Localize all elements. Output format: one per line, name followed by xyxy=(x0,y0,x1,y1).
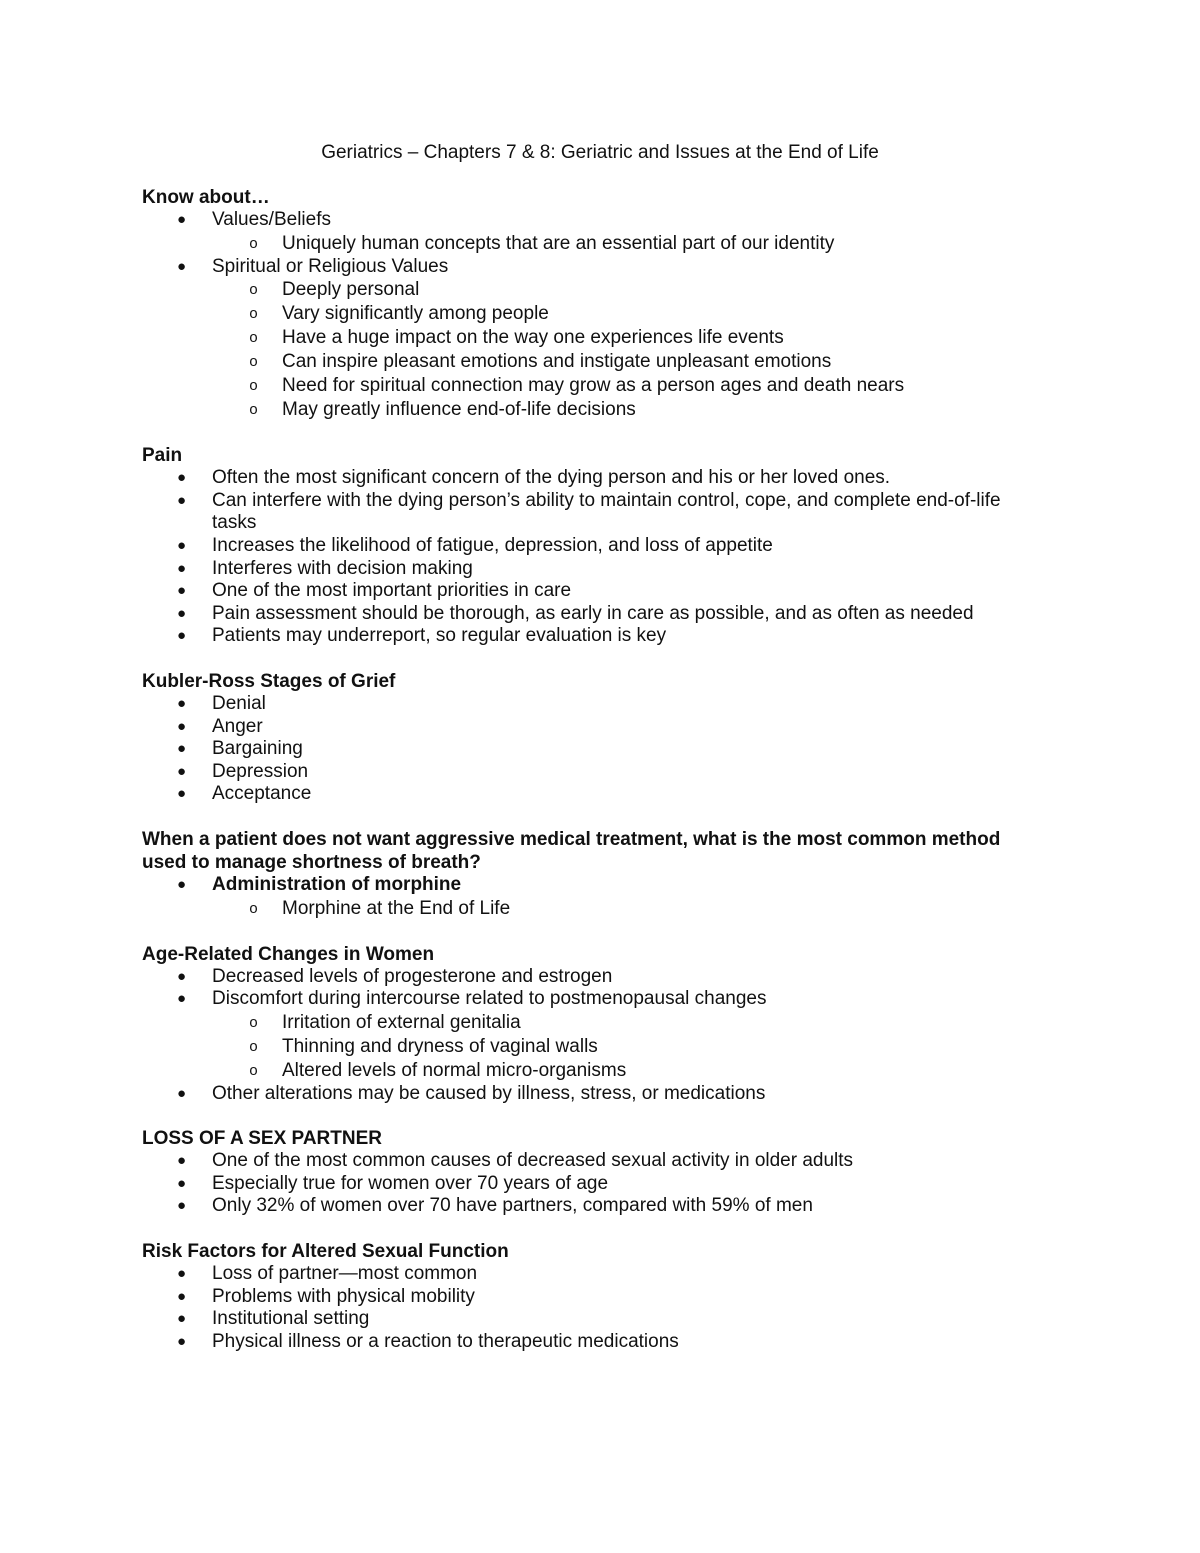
list-item-text: Acceptance xyxy=(212,783,312,805)
list-item-text: Problems with physical mobility xyxy=(212,1285,475,1307)
bullet-icon: ● xyxy=(177,1265,187,1283)
list-item-text: Only 32% of women over 70 have partners, compared with 59% of men xyxy=(212,1195,813,1217)
list-item xyxy=(142,1308,1042,1331)
bullet-icon: ● xyxy=(177,536,187,554)
list-item-text: Pain assessment should be thorough, as early in care as possible, and as often as needed xyxy=(212,602,974,624)
bullet-icon: ● xyxy=(177,604,187,622)
section-heading: LOSS OF A SEX PARTNER xyxy=(142,1128,382,1150)
hollow-bullet-icon: o xyxy=(249,1038,259,1056)
hollow-bullet-icon: o xyxy=(249,378,259,396)
bullet-list xyxy=(142,1150,1042,1218)
list-item-text: Values/Beliefs xyxy=(212,209,331,230)
bullet-icon: ● xyxy=(177,1332,187,1350)
bullet-icon: ● xyxy=(177,967,187,985)
bullet-list xyxy=(142,693,1042,806)
bullet-icon: ● xyxy=(177,785,187,803)
list-item-text: Administration of morphine xyxy=(212,873,462,895)
list-item xyxy=(142,1286,1042,1309)
bullet-icon: ● xyxy=(177,1174,187,1192)
sub-list-item xyxy=(212,1011,1042,1035)
bullet-list xyxy=(142,467,1042,648)
bullet-list xyxy=(142,209,1042,422)
hollow-bullet-icon: o xyxy=(249,235,259,253)
list-item-text: Anger xyxy=(212,715,263,737)
list-item-text: Increases the likelihood of fatigue, depression, and loss of appetite xyxy=(212,534,773,556)
list-item-text: Discomfort during intercourse related to postmenopausal changes xyxy=(212,988,767,1010)
sub-list-item-text: Thinning and dryness of vaginal walls xyxy=(282,1035,598,1057)
list-item xyxy=(142,1173,1042,1196)
list-item-text: One of the most common causes of decreased sexual activity in older adults xyxy=(212,1150,854,1172)
section-heading: Kubler-Ross Stages of Grief xyxy=(142,670,396,692)
list-item-text: Other alterations may be caused by illness, stress, or medications xyxy=(212,1082,766,1104)
section-heading: Age-Related Changes in Women xyxy=(142,943,435,965)
sub-list xyxy=(212,278,1042,422)
bullet-icon: ● xyxy=(177,762,187,780)
sub-list-item-text: Deeply personal xyxy=(282,279,420,301)
bullet-icon: ● xyxy=(177,211,187,228)
sub-list-item-text: Uniquely human concepts that are an essential part of our identity xyxy=(282,232,835,254)
section xyxy=(142,1127,1042,1218)
list-item xyxy=(142,738,1042,761)
hollow-bullet-icon: o xyxy=(249,900,259,918)
list-item-text: Can interfere with the dying person’s ability to maintain control, cope, and complete end-of-life tasks xyxy=(212,489,1001,534)
document-title: Geriatrics – Chapters 7 & 8: Geriatric and Issues at the End of Life xyxy=(321,142,879,163)
sub-list-item xyxy=(212,350,1042,374)
list-item xyxy=(142,490,1042,535)
sub-list xyxy=(212,1011,1042,1083)
list-item xyxy=(142,1331,1042,1354)
list-item xyxy=(142,558,1042,581)
bullet-icon: ● xyxy=(177,627,187,645)
hollow-bullet-icon: o xyxy=(249,402,259,420)
bullet-icon: ● xyxy=(177,1197,187,1215)
list-item xyxy=(142,693,1042,716)
sub-list-item xyxy=(212,1035,1042,1059)
list-item xyxy=(142,1263,1042,1286)
bullet-icon: ● xyxy=(177,582,187,600)
bullet-icon: ● xyxy=(177,1084,187,1102)
list-item-text: Decreased levels of progesterone and estrogen xyxy=(212,965,613,987)
sub-list-item xyxy=(212,232,1042,256)
sub-list-item-text: Altered levels of normal micro-organisms xyxy=(282,1059,627,1081)
section xyxy=(142,1240,1042,1353)
list-item-text: Interferes with decision making xyxy=(212,557,473,579)
bullet-list xyxy=(142,966,1042,1106)
list-item xyxy=(142,580,1042,603)
list-item-text: Especially true for women over 70 years of age xyxy=(212,1172,609,1194)
list-item-text: Institutional setting xyxy=(212,1308,370,1330)
sub-list-item xyxy=(212,302,1042,326)
sub-list-item xyxy=(212,374,1042,398)
bullet-list xyxy=(142,874,1042,921)
bullet-icon: ● xyxy=(177,694,187,712)
hollow-bullet-icon: o xyxy=(249,306,259,324)
bullet-icon: ● xyxy=(177,1310,187,1328)
list-item xyxy=(142,761,1042,784)
list-item-text: Spiritual or Religious Values xyxy=(212,255,449,277)
section xyxy=(142,186,1042,422)
hollow-bullet-icon: o xyxy=(249,1014,259,1032)
bullet-icon: ● xyxy=(177,740,187,758)
section-heading: Pain xyxy=(142,445,183,467)
list-item xyxy=(142,1150,1042,1173)
bullet-icon: ● xyxy=(177,1152,187,1170)
sub-list-item-text: Can inspire pleasant emotions and instigate unpleasant emotions xyxy=(282,351,832,373)
section-heading: Risk Factors for Altered Sexual Function xyxy=(142,1241,509,1263)
hollow-bullet-icon: o xyxy=(249,330,259,348)
section xyxy=(142,943,1042,1106)
list-item xyxy=(142,256,1042,423)
section xyxy=(142,444,1042,648)
sub-list-item-text: Morphine at the End of Life xyxy=(282,897,511,919)
bullet-icon: ● xyxy=(177,717,187,735)
list-item xyxy=(142,467,1042,490)
document-body xyxy=(142,186,1042,1375)
list-item xyxy=(142,874,1042,921)
section xyxy=(142,670,1042,806)
sub-list-item-text: Have a huge impact on the way one experiences life events xyxy=(282,327,784,349)
list-item xyxy=(142,1195,1042,1218)
sub-list-item-text: Vary significantly among people xyxy=(282,303,549,325)
list-item-text: Bargaining xyxy=(212,738,303,760)
list-item-text: Depression xyxy=(212,760,309,782)
bullet-icon: ● xyxy=(177,559,187,577)
sub-list-item xyxy=(212,398,1042,422)
list-item xyxy=(142,535,1042,558)
list-item-text: One of the most important priorities in care xyxy=(212,580,572,602)
sub-list xyxy=(212,897,1042,921)
list-item xyxy=(142,209,1042,256)
sub-list-item xyxy=(212,897,1042,921)
list-item xyxy=(142,716,1042,739)
list-item xyxy=(142,603,1042,626)
sub-list xyxy=(212,232,1042,256)
list-item-text: Denial xyxy=(212,692,266,714)
list-item xyxy=(142,1083,1042,1106)
sub-list-item-text: Irritation of external genitalia xyxy=(282,1011,521,1033)
bullet-icon: ● xyxy=(177,875,187,893)
list-item-text: Often the most significant concern of the dying person and his or her loved ones. xyxy=(212,467,891,489)
bullet-list xyxy=(142,1263,1042,1353)
hollow-bullet-icon: o xyxy=(249,282,259,300)
bullet-icon: ● xyxy=(177,257,187,275)
list-item xyxy=(142,625,1042,648)
bullet-icon: ● xyxy=(177,469,187,487)
list-item xyxy=(142,966,1042,989)
bullet-icon: ● xyxy=(177,1287,187,1305)
sub-list-item-text: May greatly influence end-of-life decisions xyxy=(282,399,636,421)
list-item-text: Patients may underreport, so regular evaluation is key xyxy=(212,625,667,647)
section-heading: Know about… xyxy=(142,187,270,208)
hollow-bullet-icon: o xyxy=(249,354,259,372)
sub-list-item xyxy=(212,278,1042,302)
list-item xyxy=(142,783,1042,806)
bullet-icon: ● xyxy=(177,491,187,509)
bullet-icon: ● xyxy=(177,990,187,1008)
list-item xyxy=(142,988,1042,1083)
sub-list-item-text: Need for spiritual connection may grow as a person ages and death nears xyxy=(282,375,905,397)
list-item-text: Physical illness or a reaction to therapeutic medications xyxy=(212,1330,679,1352)
section xyxy=(142,828,1042,921)
hollow-bullet-icon: o xyxy=(249,1062,259,1080)
list-item-text: Loss of partner—most common xyxy=(212,1263,478,1285)
sub-list-item xyxy=(212,1059,1042,1083)
section-heading: When a patient does not want aggressive medical treatment, what is the most common method used to manage shortness of breath? xyxy=(142,828,1001,873)
sub-list-item xyxy=(212,326,1042,350)
